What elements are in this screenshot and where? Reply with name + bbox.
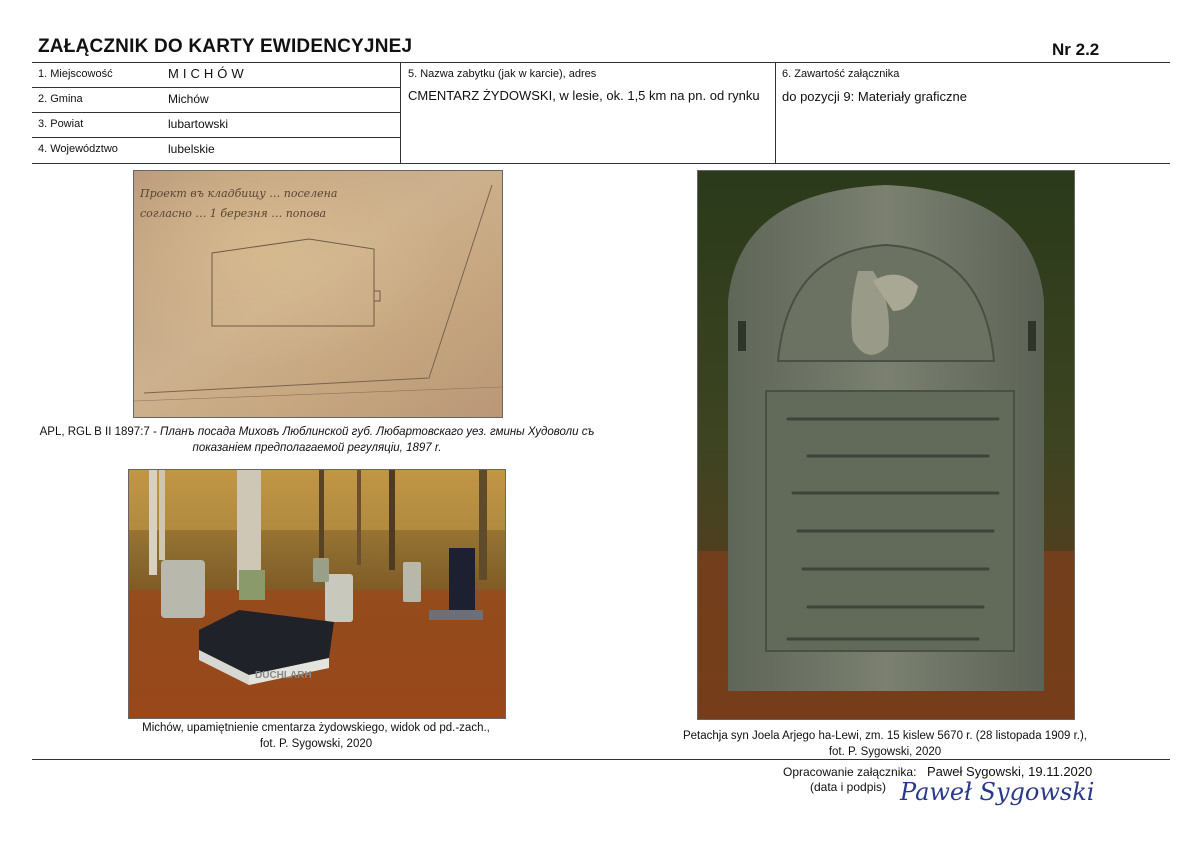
monument-address: , w lesie, ok. 1,5 km na pn. od rynku: [552, 88, 760, 103]
table-bottom-border: [32, 163, 1170, 164]
tombstone-caption-line-2: fot. P. Sygowski, 2020: [828, 746, 942, 758]
field-value-voivodeship: lubelskie: [168, 142, 215, 156]
monument-value: [408, 87, 768, 104]
field-label-voivodeship: 4. Województwo: [38, 143, 118, 155]
row-divider-3: [32, 137, 400, 138]
cemetery-caption-line-2: fot. P. Sygowski, 2020: [259, 738, 373, 750]
column-divider-2: [775, 62, 776, 163]
handwritten-signature: Paweł Sygowski: [900, 778, 1095, 806]
map-handwriting-line-1: Проект въ кладбищу … поселена: [140, 187, 338, 200]
attachment-number: Nr 2.2: [1052, 40, 1100, 59]
footer-divider: [32, 759, 1170, 760]
content-label: 6. Zawartość załącznika: [782, 68, 900, 80]
tombstone-photo: [697, 170, 1075, 720]
map-caption: [30, 424, 604, 456]
field-value-locality: MICHÓW: [168, 66, 248, 81]
prepared-by-label: Opracowanie załącznika:: [783, 765, 917, 779]
map-handwriting-line-2: согласно … 1 березня … попова: [140, 207, 327, 220]
row-divider-1: [32, 87, 400, 88]
field-value-commune: Michów: [168, 92, 209, 106]
cemetery-caption-line-1: Michów, upamiętnienie cmentarza żydowskiego, widok od pd.-zach.,: [142, 722, 490, 734]
table-top-border: [32, 62, 1170, 63]
monument-label: 5. Nazwa zabytku (jak w karcie), adres: [408, 68, 597, 80]
memorial-plaque-text: DUCHLARH: [255, 670, 312, 681]
monument-name: CMENTARZ ŻYDOWSKI: [408, 88, 553, 103]
map-caption-title: Планъ посада Миховъ Люблинской губ. Любартовскаго уез. гмины Худоволи съ: [160, 426, 595, 438]
content-value: do pozycji 9: Materiały graficzne: [782, 89, 967, 104]
row-divider-2: [32, 112, 400, 113]
field-value-district: lubartowski: [168, 117, 229, 131]
tombstone-caption-line-1: Petachja syn Joela Arjego ha-Lewi, zm. 15 kislew 5670 r. (28 listopada 1909 r.),: [682, 730, 1087, 742]
field-label-commune: 2. Gmina: [38, 93, 83, 105]
page-title: ZAŁĄCZNIK DO KARTY EWIDENCYJNEJ: [38, 36, 413, 57]
cemetery-caption: [128, 720, 504, 752]
column-divider-1: [400, 62, 401, 163]
historical-map-image: [133, 170, 503, 418]
prepared-by-value: Paweł Sygowski, 19.11.2020: [927, 764, 1093, 779]
cemetery-photo: [128, 469, 506, 719]
tombstone-caption: [680, 728, 1090, 760]
field-label-district: 3. Powiat: [38, 118, 84, 130]
date-sign-label: (data i podpis): [810, 780, 887, 794]
field-label-locality: 1. Miejscowość: [38, 68, 113, 80]
map-caption-title-2: показанiем предполагаемой регуляцiи, 1897 r.: [192, 442, 442, 454]
map-caption-source: APL, RGL B II 1897:7 -: [39, 426, 161, 438]
